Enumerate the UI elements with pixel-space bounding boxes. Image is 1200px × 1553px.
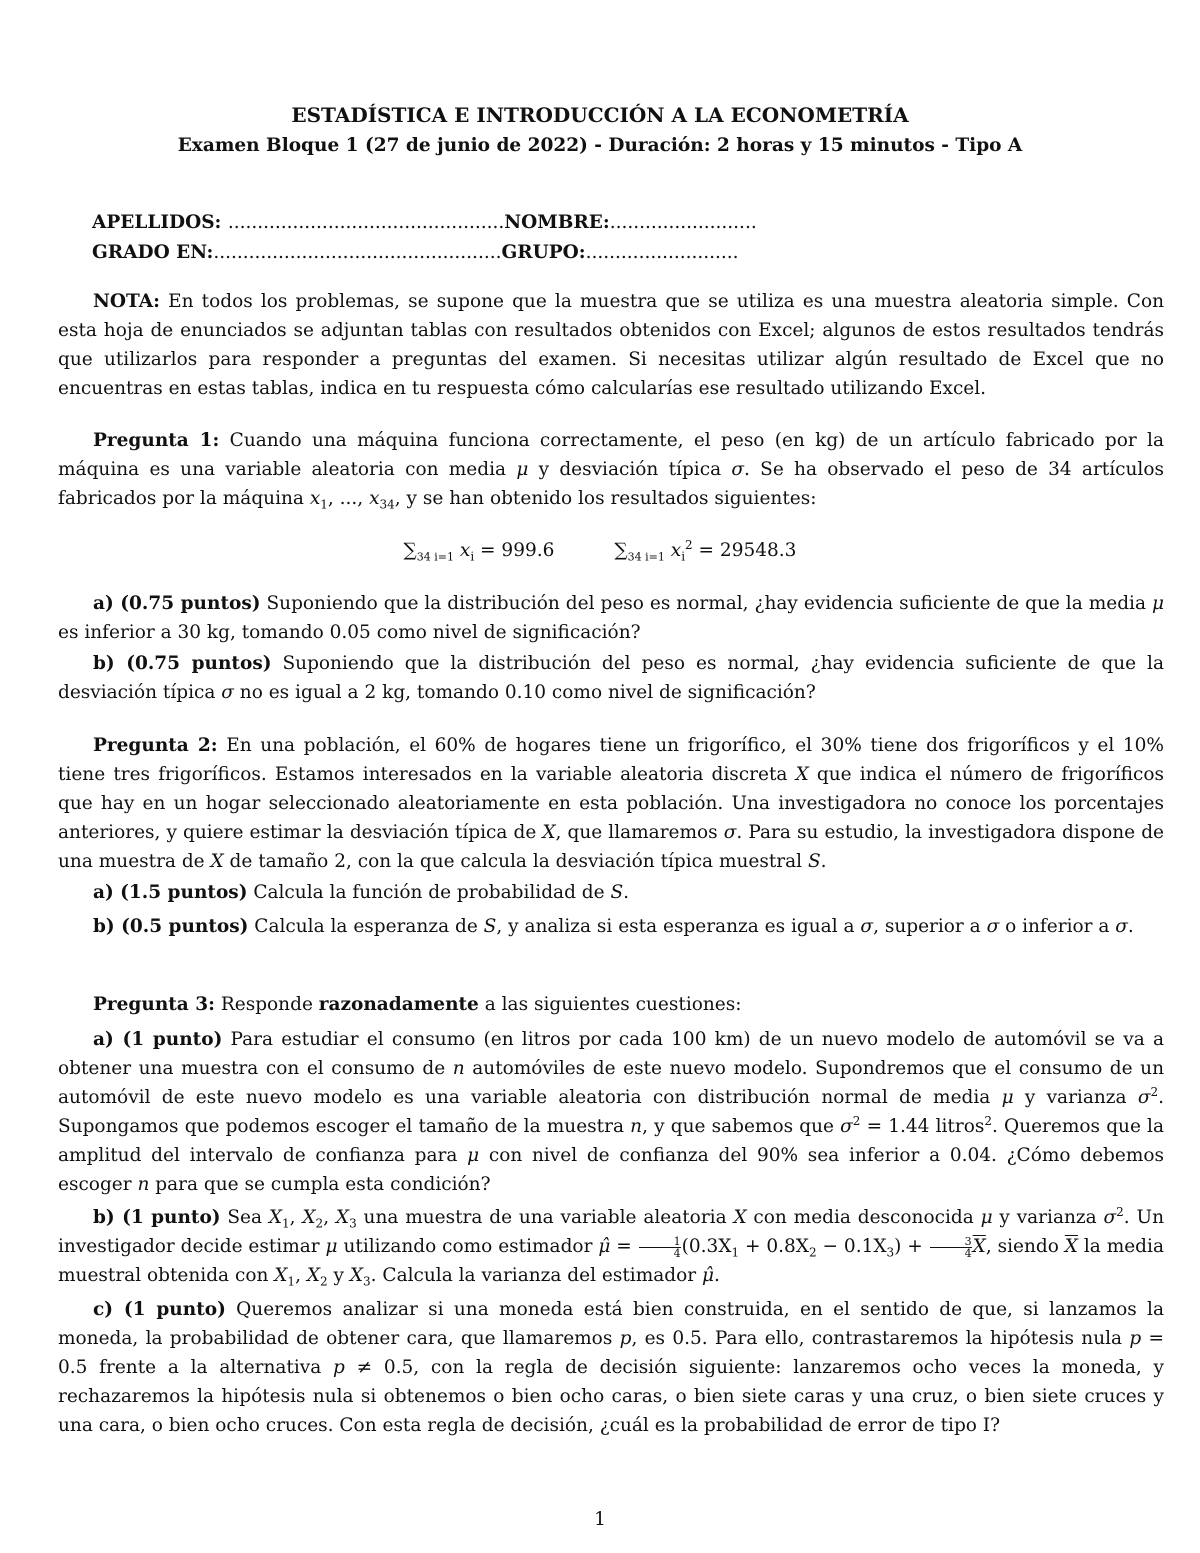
sigma-symbol: σ [1115, 916, 1128, 937]
sigma-symbol: σ [221, 682, 234, 703]
subscript: 34 [379, 497, 395, 512]
x-symbol: X [302, 1207, 316, 1228]
mu-symbol: μ [467, 1145, 480, 1166]
q3a-text: para que se cumpla esta condición? [149, 1174, 491, 1195]
subscript: 3 [363, 1274, 371, 1289]
sum-formula-1 [403, 540, 555, 564]
q2a-text: . [623, 882, 630, 903]
nota-label: NOTA: [93, 291, 160, 312]
nota-text: En todos los problemas, se supone que la muestra que se utiliza es una muestra aleatoria simple. Con esta hoja de enunciados se adjuntan tablas con resultados obtenidos con Excel; algunos de estos resultados tendrás que utilizarlos para responder a preguntas del examen. Si necesitas utilizar algún resultado de Excel que no encuentras en estas tablas, indica en tu respuesta cómo calcularías ese resultado utilizando Excel. [58, 291, 1164, 399]
subscript: 1 [320, 497, 328, 512]
s-symbol: S [610, 882, 624, 903]
q3b-text: , [323, 1207, 336, 1228]
x-bar-symbol: $\overline{X}$ [1064, 1236, 1078, 1257]
x-symbol: x [670, 540, 682, 561]
apellidos-label: APELLIDOS: [92, 212, 222, 233]
question-3a [58, 1025, 1164, 1199]
x-symbol: x [309, 488, 321, 509]
question-1-statement [58, 426, 1164, 513]
grado-label: GRADO EN: [92, 242, 214, 263]
s-symbol: S [483, 916, 497, 937]
x-symbol: X [210, 851, 224, 872]
n-symbol: n [630, 1116, 643, 1137]
superscript: 2 [852, 1113, 861, 1128]
nota-paragraph [58, 287, 1164, 403]
grupo-field: .......................... [585, 242, 739, 263]
question-3b [58, 1203, 1164, 1290]
q1-text: , ..., [327, 488, 370, 509]
q2b-text: . [1127, 916, 1134, 937]
sum-value: = 29548.3 [692, 540, 797, 561]
q2-text: , que llamaremos [555, 822, 724, 843]
q1b-text: Suponiendo que la distribución del peso es normal, ¿hay evidencia suficiente de que la desviación típica [58, 653, 1164, 703]
x-symbol: X [733, 1207, 747, 1228]
mu-symbol: μ [1001, 1087, 1014, 1108]
frac-denominator: 4 [964, 1246, 972, 1260]
q3b-text: . Un investigador decide estimar [58, 1207, 1164, 1257]
x-symbol: x [369, 488, 380, 509]
q3b-text: y [327, 1265, 350, 1286]
q2b-text: o inferior a [999, 916, 1116, 937]
q3b-text: . Calcula la varianza del estimador [370, 1265, 702, 1286]
subscript: 2 [808, 1245, 817, 1260]
row-apellidos-nombre [92, 208, 757, 238]
q2a-label: a) (1.5 puntos) [93, 882, 248, 903]
q3-label: Pregunta 3: [93, 994, 215, 1015]
q3-text: Responde [214, 994, 319, 1015]
q1b-label: b) (0.75 puntos) [93, 653, 272, 674]
x-symbol: X [268, 1207, 283, 1228]
page-title: ESTADÍSTICA E INTRODUCCIÓN A LA ECONOMETRÍA [291, 103, 909, 127]
sigma-symbol: σ [1103, 1207, 1117, 1228]
q3c-text: ≠ 0.5, con la regla de decisión siguiente: lanzaremos ocho veces la moneda, y rechazaremos la hipótesis nula si obtenemos o bien ocho caras, o bien siete caras y una cruz, o bien siete cruces y una cara, o bien ocho cruces. Con esta regla de decisión, ¿cuál es la probabilidad de error de tipo I? [58, 1357, 1164, 1436]
sum-value: = 999.6 [474, 540, 555, 561]
q3a-text: , y que sabemos que [642, 1116, 841, 1137]
q3b-text: la media muestral obtenida con [58, 1236, 1164, 1286]
q2b-text: , superior a [873, 916, 987, 937]
q2-text: de tamaño 2, con la que calcula la desviación típica muestral [223, 851, 808, 872]
exam-subtitle: Examen Bloque 1 (27 de junio de 2022) - Duración: 2 horas y 15 minutos - Tipo A [177, 135, 1023, 156]
x-bar-symbol: $\overline{X}$ [972, 1236, 986, 1257]
q3b-text: y varianza [992, 1207, 1104, 1228]
grado-field: ................................................. [213, 242, 502, 263]
mu-hat-symbol: μ̂ [701, 1265, 714, 1286]
q1a-text: Suponiendo que la distribución del peso es normal, ¿hay evidencia suficiente de que la media [260, 593, 1152, 614]
sigma-symbol: σ [1137, 1087, 1151, 1108]
subscript: 1 [282, 1216, 290, 1231]
q1a-text: es inferior a 30 kg, tomando 0.05 como nivel de significación? [58, 622, 641, 643]
estimator-expr: + 0.8X [739, 1236, 809, 1257]
q2-text: . [820, 851, 827, 872]
q1-text: Cuando una máquina funciona correctamente, el peso (en kg) de un artículo fabricado por la máquina es una variable aleatoria con media [58, 430, 1164, 480]
estimator-expr: − 0.1X [816, 1236, 887, 1257]
q2-text: En una población, el 60% de hogares tiene un frigorífico, el 30% tiene dos frigoríficos y el 10% tiene tres frigoríficos. Estamos interesados en la variable aleatoria discreta [58, 735, 1164, 785]
subscript: 3 [349, 1216, 357, 1231]
subscript: 2 [315, 1216, 324, 1231]
q3b-text: con media desconocida [746, 1207, 981, 1228]
estimator-expr: (0.3X [681, 1236, 732, 1257]
q3a-label: a) (1 punto) [93, 1029, 223, 1050]
subscript: 2 [320, 1274, 328, 1289]
sum-limits: 34 i=1 [416, 550, 454, 564]
question-3c [58, 1295, 1164, 1440]
q3b-text: . [714, 1265, 720, 1286]
nombre-field: ......................... [609, 212, 757, 233]
q2a-text: Calcula la función de probabilidad de [247, 882, 611, 903]
sigma-symbol: σ [731, 459, 745, 480]
fraction-one-quarter [639, 1236, 681, 1259]
mu-symbol: μ [980, 1207, 993, 1228]
superscript: 2 [1150, 1084, 1159, 1099]
q2b-text: , y analiza si esta esperanza es igual a [496, 916, 861, 937]
sigma-symbol: σ [986, 916, 1000, 937]
n-symbol: n [452, 1058, 465, 1079]
question-1a [58, 589, 1164, 647]
q3a-text: con nivel de confianza del 90% sea inferior a 0.04. ¿Cómo debemos escoger [58, 1145, 1164, 1195]
superscript: 2 [685, 537, 693, 552]
grupo-label: GRUPO: [501, 242, 586, 263]
q1b-text: no es igual a 2 kg, tomando 0.10 como nivel de significación? [233, 682, 816, 703]
student-fields [92, 208, 757, 268]
q1-label: Pregunta 1: [93, 430, 220, 451]
superscript: 2 [1116, 1204, 1124, 1219]
q3b-text: Sea [220, 1207, 269, 1228]
x-symbol: x [459, 540, 471, 561]
question-2a [58, 878, 1164, 907]
q3b-text: , siendo [985, 1236, 1065, 1257]
q3a-text: . Supongamos que podemos escoger el tamaño de la muestra [58, 1087, 1164, 1137]
q1-text: . Se ha observado el peso de 34 artículos fabricados por la máquina [58, 459, 1164, 509]
q2-text: que indica el número de frigoríficos que hay en un hogar seleccionado aleatoriamente en esta población. Una investigadora no conoce los porcentajes anteriores, y quiere estimar la desviación típica de [58, 764, 1164, 843]
sum-formula-2 [614, 537, 797, 564]
q3a-text: = 1.44 litros [860, 1116, 985, 1137]
subscript: 3 [886, 1245, 895, 1260]
superscript: 2 [984, 1113, 992, 1128]
nombre-label: NOMBRE: [504, 212, 610, 233]
q2b-text: Calcula la esperanza de [248, 916, 484, 937]
q3b-text: una muestra de una variable aleatoria [356, 1207, 734, 1228]
sum-symbol: ∑ [403, 540, 417, 561]
page-number: 1 [594, 1509, 606, 1530]
x-symbol: X [795, 764, 809, 785]
x-symbol: X [306, 1265, 320, 1286]
sum-limits: 34 i=1 [627, 550, 665, 564]
x-symbol: X [274, 1265, 288, 1286]
q3c-text: Queremos analizar si una moneda está bien construida, en el sentido de que, si lanzamos la moneda, la probabilidad de obtener cara, que llamaremos [58, 1299, 1164, 1349]
sum-symbol: ∑ [614, 540, 628, 561]
estimator-expr: ) + [894, 1236, 929, 1257]
row-grado-grupo [92, 238, 757, 268]
x-symbol: X [335, 1207, 350, 1228]
q3a-text: automóviles de este nuevo modelo. Supondremos que el consumo de un automóvil de este nuevo modelo es una variable aleatoria con distribución normal de media [58, 1058, 1164, 1108]
p-symbol: p [619, 1328, 632, 1349]
mu-symbol: μ [516, 459, 529, 480]
frac-numerator: 3 [930, 1236, 972, 1248]
q1-text: , y se han obtenido los resultados siguientes: [394, 488, 817, 509]
mu-symbol: μ [325, 1236, 338, 1257]
fraction-three-quarters [930, 1236, 972, 1259]
question-2b [58, 912, 1164, 941]
q3b-text: , [289, 1207, 303, 1228]
q3a-text: y varianza [1013, 1087, 1138, 1108]
sigma-symbol: σ [840, 1116, 853, 1137]
q1a-label: a) (0.75 puntos) [93, 593, 261, 614]
mu-hat-symbol: μ̂ [598, 1236, 611, 1257]
q3a-text: Para estudiar el consumo (en litros por cada 100 km) de un nuevo modelo de automóvil se va a obtener una muestra con el consumo de [58, 1029, 1164, 1079]
q3a-text: . Queremos que la amplitud del intervalo de confianza para [58, 1116, 1165, 1166]
sigma-symbol: σ [723, 822, 737, 843]
x-symbol: X [542, 822, 556, 843]
subscript: i [681, 549, 686, 564]
mu-symbol: μ [1151, 593, 1165, 614]
q3c-label: c) (1 punto) [93, 1299, 226, 1320]
question-1b [58, 649, 1164, 707]
q3-text: a las siguientes cuestiones: [478, 994, 742, 1015]
sigma-symbol: σ [860, 916, 874, 937]
subscript: i [470, 549, 475, 564]
frac-numerator: 1 [639, 1236, 681, 1248]
q1-text: y desviación típica [528, 459, 732, 480]
n-symbol: n [137, 1174, 150, 1195]
q2-text: . Para su estudio, la investigadora dispone de una muestra de [58, 822, 1164, 872]
subscript: 1 [731, 1245, 740, 1260]
p-symbol: p [1129, 1328, 1142, 1349]
q3b-text: utilizando como estimador [337, 1236, 599, 1257]
question-2-statement [58, 731, 1164, 876]
p-symbol: p [333, 1357, 345, 1378]
q3b-text: = [610, 1236, 638, 1257]
q3b-label: b) (1 punto) [93, 1207, 221, 1228]
q3b-text: , [295, 1265, 307, 1286]
q3c-text: , es 0.5. Para ello, contrastaremos la hipótesis nula [631, 1328, 1130, 1349]
q2-label: Pregunta 2: [93, 735, 218, 756]
apellidos-field: ............................................... [227, 212, 505, 233]
question-3-statement [58, 990, 1164, 1019]
q3-emphasis: razonadamente [318, 994, 479, 1015]
subscript: 1 [287, 1274, 296, 1289]
s-symbol: S [807, 851, 821, 872]
x-symbol: X [349, 1265, 364, 1286]
q2b-label: b) (0.5 puntos) [93, 916, 249, 937]
frac-denominator: 4 [673, 1246, 681, 1260]
q3c-text: = 0.5 frente a la alternativa [58, 1328, 1164, 1378]
q1-formulas [0, 536, 1200, 565]
